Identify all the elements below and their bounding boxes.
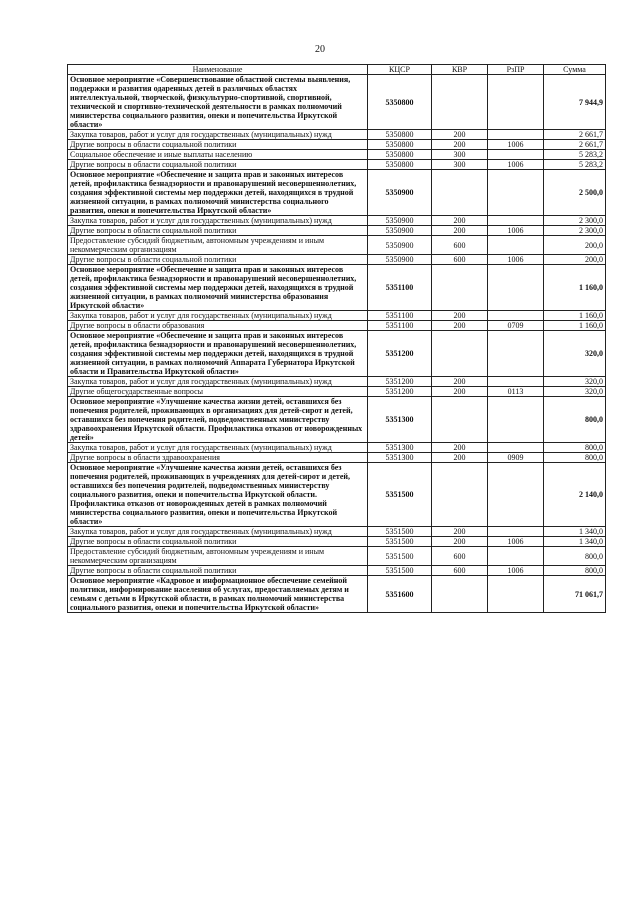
- row-kvr: 200: [432, 377, 488, 387]
- table-row: [68, 453, 606, 463]
- table-row: [68, 160, 606, 170]
- row-name: Предоставление субсидий бюджетным, автономным учреждениям и иным некоммерческим организациям: [68, 236, 368, 255]
- row-sum: 5 283,2: [544, 150, 606, 160]
- row-kvr: [432, 331, 488, 377]
- row-name: Предоставление субсидий бюджетным, автономным учреждениям и иным некоммерческим организациям: [68, 547, 368, 566]
- table-row: [68, 547, 606, 566]
- row-sum: 7 944,9: [544, 75, 606, 130]
- budget-table: [67, 64, 606, 613]
- row-kcsr: 5351300: [368, 453, 432, 463]
- row-kvr: 200: [432, 216, 488, 226]
- row-kvr: 200: [432, 130, 488, 140]
- row-name: Другие вопросы в области социальной политики: [68, 566, 368, 576]
- row-name: Закупка товаров, работ и услуг для государственных (муниципальных) нужд: [68, 377, 368, 387]
- row-kcsr: 5350800: [368, 140, 432, 150]
- row-rzpr: [488, 75, 544, 130]
- table-row: [68, 387, 606, 397]
- table-row-main-activity: [68, 170, 606, 216]
- row-sum: 800,0: [544, 443, 606, 453]
- table-row: [68, 140, 606, 150]
- row-kcsr: 5351600: [368, 576, 432, 613]
- row-kvr: 300: [432, 160, 488, 170]
- row-name: Закупка товаров, работ и услуг для государственных (муниципальных) нужд: [68, 216, 368, 226]
- row-name: Основное мероприятие «Улучшение качества жизни детей, оставшихся без попечения родителей, проживающих в организациях для детей-сирот и детей, оставшихся без попечения родителей, подведомственных министерству здравоохранения Иркутской области. Профилактика отказов от новорожденных детей»: [68, 397, 368, 443]
- row-name: Другие вопросы в области здравоохранения: [68, 453, 368, 463]
- row-kvr: 600: [432, 566, 488, 576]
- row-kcsr: 5350900: [368, 170, 432, 216]
- table-row: [68, 255, 606, 265]
- row-rzpr: [488, 443, 544, 453]
- row-sum: 200,0: [544, 236, 606, 255]
- column-header-sum: Сумма: [544, 65, 606, 75]
- row-name: Основное мероприятие «Совершенствование областной системы выявления, поддержки и развития одаренных детей в различных областях интеллектуальной, творческой, физкультурно-спортивной, спортивной, технической и спортивно-технической деятельности в рамках полномочий министерства социального развития, опеки и попечительства Иркутской области»: [68, 75, 368, 130]
- row-sum: 71 061,7: [544, 576, 606, 613]
- row-kcsr: 5351200: [368, 377, 432, 387]
- row-sum: 1 340,0: [544, 537, 606, 547]
- row-kvr: 600: [432, 236, 488, 255]
- row-kcsr: 5351500: [368, 537, 432, 547]
- table-row: [68, 311, 606, 321]
- table-row-main-activity: [68, 265, 606, 311]
- row-kvr: [432, 170, 488, 216]
- row-rzpr: 0709: [488, 321, 544, 331]
- row-kcsr: 5351300: [368, 443, 432, 453]
- row-rzpr: 1006: [488, 255, 544, 265]
- row-kcsr: 5350900: [368, 236, 432, 255]
- row-kvr: 200: [432, 226, 488, 236]
- row-name: Другие вопросы в области социальной политики: [68, 226, 368, 236]
- row-kcsr: 5350900: [368, 255, 432, 265]
- row-sum: 1 160,0: [544, 265, 606, 311]
- table-row-main-activity: [68, 331, 606, 377]
- row-name: Закупка товаров, работ и услуг для государственных (муниципальных) нужд: [68, 311, 368, 321]
- row-rzpr: 1006: [488, 226, 544, 236]
- table-header-row: [68, 65, 606, 75]
- row-name: Основное мероприятие «Улучшение качества жизни детей, оставшихся без попечения родителей, проживающих в учреждениях для детей-сирот и детей, оставшихся без попечения родителей, подведомственных министерству социального развития, опеки и попечительства Иркутской области. Профилактика отказов от новорожденных детей в рамках полномочий министерства социального развития, опеки и попечительства Иркутской области»: [68, 463, 368, 527]
- row-kcsr: 5350900: [368, 216, 432, 226]
- row-kvr: 200: [432, 311, 488, 321]
- table-body: [68, 75, 606, 613]
- row-rzpr: [488, 463, 544, 527]
- row-sum: 2 661,7: [544, 130, 606, 140]
- table-row: [68, 150, 606, 160]
- row-kvr: [432, 463, 488, 527]
- row-kvr: [432, 265, 488, 311]
- row-rzpr: 1006: [488, 140, 544, 150]
- table-row: [68, 377, 606, 387]
- row-kvr: [432, 576, 488, 613]
- row-name: Закупка товаров, работ и услуг для государственных (муниципальных) нужд: [68, 527, 368, 537]
- row-kcsr: 5351500: [368, 566, 432, 576]
- row-kcsr: 5351200: [368, 387, 432, 397]
- row-sum: 1 340,0: [544, 527, 606, 537]
- table-row: [68, 527, 606, 537]
- row-name: Основное мероприятие «Обеспечение и защита прав и законных интересов детей, профилактика безнадзорности и правонарушений несовершеннолетних, создания эффективной системы мер поддержки детей, находящихся в трудной жизненной ситуации, в рамках полномочий Аппарата Губернатора Иркутской области и Правительства Иркутской области»: [68, 331, 368, 377]
- row-name: Другие вопросы в области социальной политики: [68, 255, 368, 265]
- column-header-kvr: КВР: [432, 65, 488, 75]
- row-sum: 1 160,0: [544, 311, 606, 321]
- table-row: [68, 236, 606, 255]
- row-name: Основное мероприятие «Обеспечение и защита прав и законных интересов детей, профилактика безнадзорности и правонарушений несовершеннолетних, создания эффективной системы мер поддержки детей, находящихся в трудной жизненной ситуации, в рамках полномочий министерства образования Иркутской области»: [68, 265, 368, 311]
- row-name: Другие вопросы в области образования: [68, 321, 368, 331]
- row-kcsr: 5351100: [368, 265, 432, 311]
- column-header-kcsr: КЦСР: [368, 65, 432, 75]
- row-rzpr: [488, 170, 544, 216]
- row-sum: 2 140,0: [544, 463, 606, 527]
- row-sum: 2 500,0: [544, 170, 606, 216]
- row-rzpr: [488, 265, 544, 311]
- row-kcsr: 5351100: [368, 321, 432, 331]
- row-rzpr: [488, 130, 544, 140]
- row-sum: 320,0: [544, 387, 606, 397]
- row-rzpr: [488, 331, 544, 377]
- row-rzpr: [488, 547, 544, 566]
- row-kvr: 200: [432, 453, 488, 463]
- row-kvr: 200: [432, 443, 488, 453]
- row-name: Другие общегосударственные вопросы: [68, 387, 368, 397]
- row-kvr: [432, 75, 488, 130]
- row-kcsr: 5351300: [368, 397, 432, 443]
- row-sum: 2 300,0: [544, 216, 606, 226]
- table-row: [68, 130, 606, 140]
- table-row: [68, 226, 606, 236]
- row-name: Закупка товаров, работ и услуг для государственных (муниципальных) нужд: [68, 130, 368, 140]
- row-rzpr: 1006: [488, 160, 544, 170]
- row-name: Социальное обеспечение и иные выплаты населению: [68, 150, 368, 160]
- column-header-name: Наименование: [68, 65, 368, 75]
- row-name: Основное мероприятие «Обеспечение и защита прав и законных интересов детей, профилактика безнадзорности и правонарушений несовершеннолетних, создания эффективной системы мер поддержки детей, находящихся в трудной жизненной ситуации, в рамках полномочий министерства социального развития, опеки и попечительства Иркутской области»: [68, 170, 368, 216]
- row-sum: 800,0: [544, 453, 606, 463]
- column-header-rzpr: РзПР: [488, 65, 544, 75]
- row-kcsr: 5351500: [368, 463, 432, 527]
- row-rzpr: [488, 311, 544, 321]
- row-rzpr: [488, 150, 544, 160]
- row-sum: 800,0: [544, 397, 606, 443]
- table-row-main-activity: [68, 75, 606, 130]
- table-row: [68, 537, 606, 547]
- row-kvr: 200: [432, 537, 488, 547]
- row-name: Закупка товаров, работ и услуг для государственных (муниципальных) нужд: [68, 443, 368, 453]
- row-sum: 1 160,0: [544, 321, 606, 331]
- row-rzpr: 0113: [488, 387, 544, 397]
- row-name: Другие вопросы в области социальной политики: [68, 537, 368, 547]
- row-kcsr: 5350800: [368, 130, 432, 140]
- table-row: [68, 216, 606, 226]
- row-name: Другие вопросы в области социальной политики: [68, 160, 368, 170]
- row-sum: 2 300,0: [544, 226, 606, 236]
- row-kvr: 200: [432, 140, 488, 150]
- row-sum: 5 283,2: [544, 160, 606, 170]
- row-sum: 800,0: [544, 547, 606, 566]
- row-rzpr: [488, 527, 544, 537]
- table-row-main-activity: [68, 397, 606, 443]
- row-kcsr: 5350900: [368, 226, 432, 236]
- row-kvr: 600: [432, 547, 488, 566]
- row-kvr: 200: [432, 387, 488, 397]
- row-kvr: 300: [432, 150, 488, 160]
- row-kcsr: 5351200: [368, 331, 432, 377]
- row-kvr: [432, 397, 488, 443]
- row-sum: 320,0: [544, 377, 606, 387]
- table-row-main-activity: [68, 463, 606, 527]
- row-kvr: 200: [432, 527, 488, 537]
- row-kcsr: 5351500: [368, 527, 432, 537]
- row-kcsr: 5350800: [368, 150, 432, 160]
- table-row: [68, 321, 606, 331]
- row-name: Другие вопросы в области социальной политики: [68, 140, 368, 150]
- row-kcsr: 5350800: [368, 160, 432, 170]
- row-rzpr: [488, 236, 544, 255]
- page-number: 20: [315, 44, 325, 55]
- row-sum: 800,0: [544, 566, 606, 576]
- row-sum: 2 661,7: [544, 140, 606, 150]
- row-rzpr: [488, 397, 544, 443]
- row-name: Основное мероприятие «Кадровое и информационное обеспечение семейной политики, информирование населения об услугах, предоставляемых детям и семьям с детьми в Иркутской области, в рамках полномочий министерства социального развития, опеки и попечительства Иркутской области»: [68, 576, 368, 613]
- row-rzpr: 1006: [488, 566, 544, 576]
- row-rzpr: [488, 216, 544, 226]
- table-row: [68, 566, 606, 576]
- row-kcsr: 5350800: [368, 75, 432, 130]
- row-kvr: 600: [432, 255, 488, 265]
- row-sum: 200,0: [544, 255, 606, 265]
- row-kcsr: 5351100: [368, 311, 432, 321]
- row-rzpr: [488, 576, 544, 613]
- row-rzpr: 1006: [488, 537, 544, 547]
- row-kcsr: 5351500: [368, 547, 432, 566]
- row-kvr: 200: [432, 321, 488, 331]
- row-rzpr: 0909: [488, 453, 544, 463]
- table-row-main-activity: [68, 576, 606, 613]
- row-rzpr: [488, 377, 544, 387]
- row-sum: 320,0: [544, 331, 606, 377]
- table-row: [68, 443, 606, 453]
